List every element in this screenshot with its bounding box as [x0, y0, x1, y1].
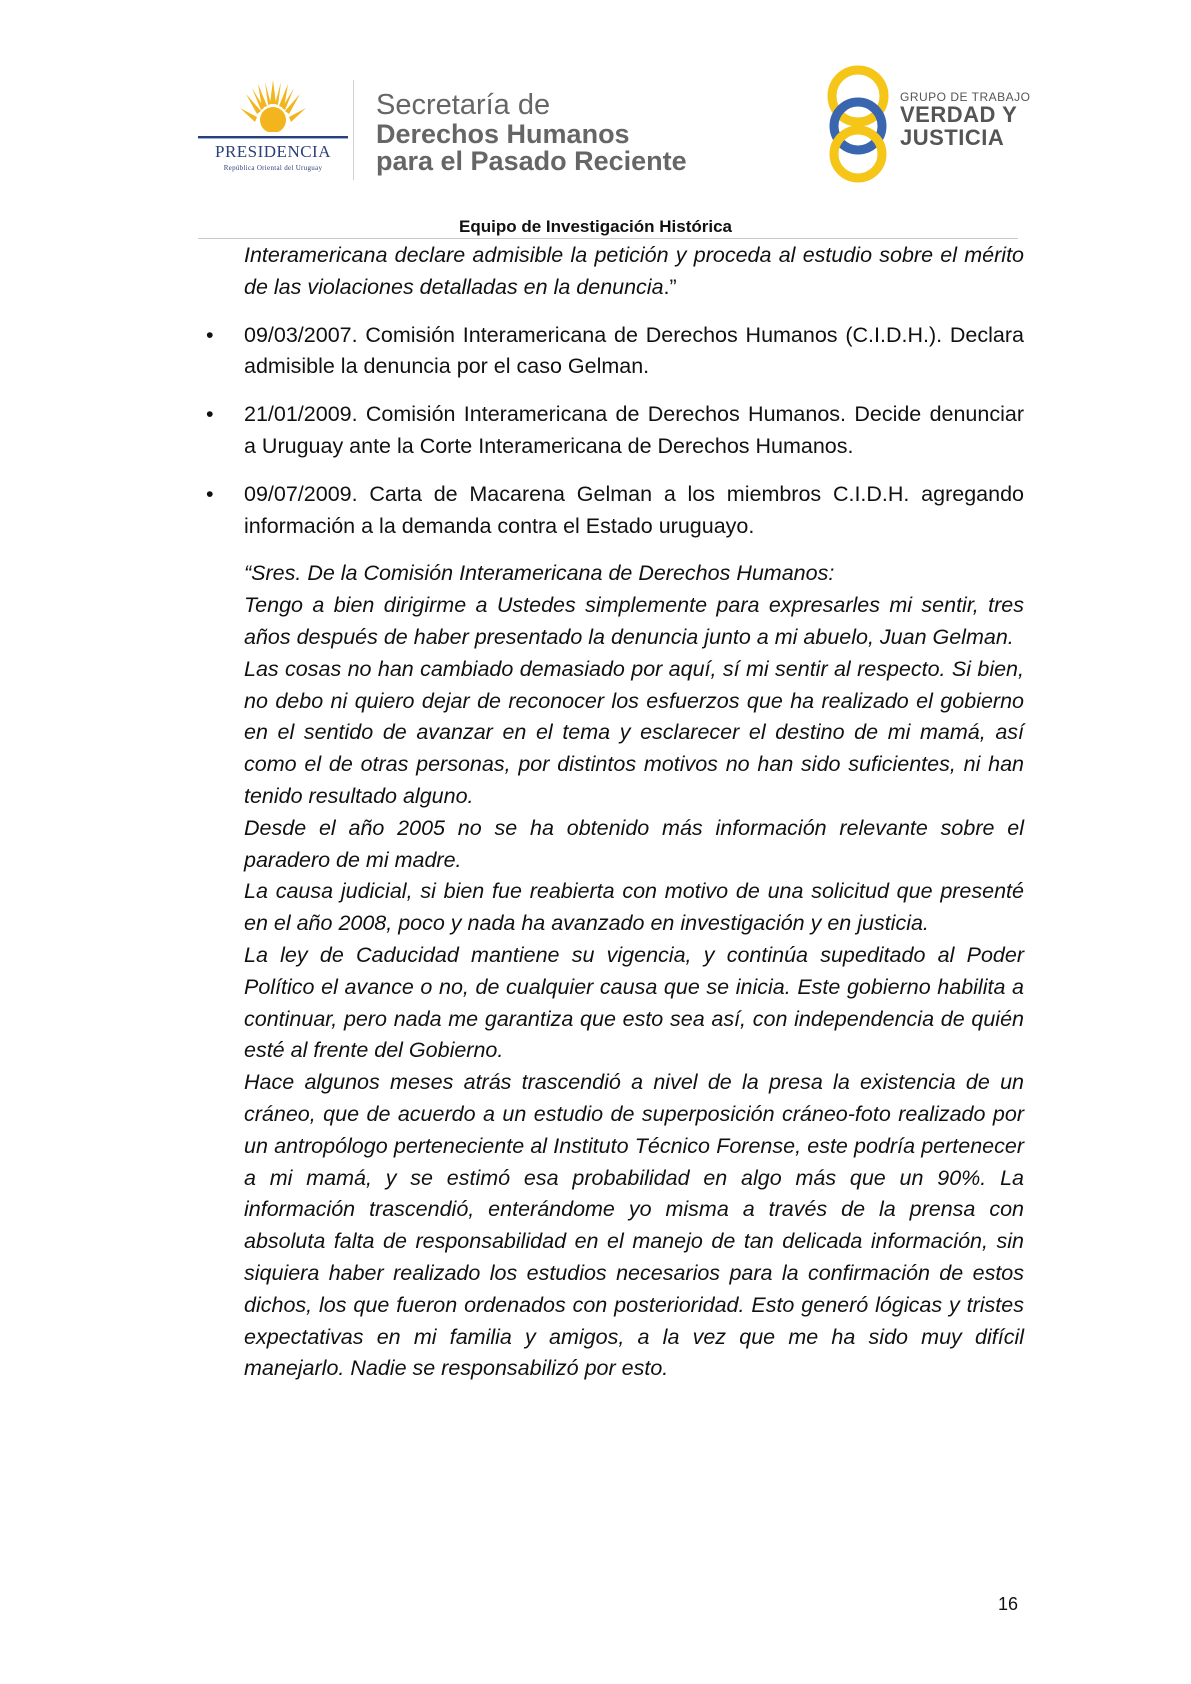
letter-paragraph: La ley de Caducidad mantiene su vigencia, y continúa supeditado al Poder Político el avance o no, de cualquier causa que se inicia. Este gobierno habilita a continuar, pero nada me garantiza que esto sea así, con independencia de quién esté al frente del Gobierno.: [244, 942, 1024, 1063]
secretaria-line-3: para el Pasado Reciente: [376, 146, 687, 176]
letter-paragraph: Tengo a bien dirigirme a Ustedes simplemente para expresarles mi sentir, tres años después de haber presentado la denuncia junto a mi abuelo, Juan Gelman.: [244, 593, 1024, 649]
secretaria-line-2: Derechos Humanos: [376, 119, 630, 149]
letter-paragraph: Desde el año 2005 no se ha obtenido más información relevante sobre el paradero de mi madre.: [244, 815, 1024, 872]
letter-paragraph: Las cosas no han cambiado demasiado por aquí, sí mi sentir al respecto. Si bien, no debo ni quiero dejar de reconocer los esfuerzos que ha realizado el gobierno en el sentido de avanzar en el tema y esclarecer el destino de mi mamá, así como el de otras personas, por distintos motivos no han sido suficientes, ni han tenido resultado alguno.: [244, 656, 1024, 808]
list-item-text: 09/03/2007. Comisión Interamericana de Derechos Humanos (C.I.D.H.). Declara admisible la denuncia por el caso Gelman.: [244, 322, 1024, 379]
letter-salutation: “Sres. De la Comisión Interamericana de Derechos Humanos:: [244, 561, 835, 586]
team-title: Equipo de Investigación Histórica: [459, 217, 732, 236]
verdad-justicia-line-1: GRUPO DE TRABAJO: [900, 90, 1031, 104]
header-rule: [198, 238, 1018, 239]
sun-icon: [240, 80, 306, 138]
intro-quote-closing: .”: [663, 274, 677, 299]
intro-quote-text: Interamericana declare admisible la petición y proceda al estudio sobre el mérito de las violaciones detalladas en la denuncia: [244, 243, 1024, 299]
presidencia-logo: [198, 80, 348, 180]
bullet-marker: •: [206, 481, 214, 506]
list-item: [206, 479, 1024, 543]
bullet-marker: •: [206, 322, 214, 347]
page-number: 16: [998, 1594, 1019, 1614]
letter-paragraph: La causa judicial, si bien fue reabierta con motivo de una solicitud que presenté en el año 2008, poco y nada ha avanzado en investigación y en justicia.: [244, 879, 1024, 936]
verdad-justicia-line-2: VERDAD Y: [900, 102, 1018, 127]
presidencia-stripes: [198, 136, 348, 139]
document-body: [206, 240, 1024, 1385]
rings-icon: [820, 56, 900, 186]
page-header: [0, 0, 1191, 240]
list-item-text: 09/07/2009. Carta de Macarena Gelman a los miembros C.I.D.H. agregando información a la demanda contra el Estado uruguayo.: [244, 481, 1024, 538]
presidencia-wordmark: PRESIDENCIA: [214, 142, 331, 161]
verdad-justicia-line-3: JUSTICIA: [900, 125, 1005, 150]
intro-quote: [244, 240, 1024, 304]
header-divider: [353, 80, 354, 180]
list-item: [206, 399, 1024, 463]
list-item-text: 21/01/2009. Comisión Interamericana de Derechos Humanos. Decide denunciar a Uruguay ante la Corte Interamericana de Derechos Humanos.: [244, 402, 1024, 458]
bullet-marker: •: [206, 402, 214, 427]
presidencia-subtitle: República Oriental del Uruguay: [223, 164, 323, 172]
list-item: [206, 320, 1024, 384]
letter-paragraph: Hace algunos meses atrás trascendió a nivel de la presa la existencia de un cráneo, que de acuerdo a un estudio de superposición cráneo-foto realizado por un antropólogo perteneciente al Instituto Técnico Forense, este podría pertenecer a mi mamá, y se estimó esa probabilidad en algo más que un 90%. La información trascendió, enterándome yo misma a través de la prensa con absoluta falta de responsabilidad en el manejo de tan delicada información, sin siquiera haber realizado los estudios necesarios para la confirmación de estos dichos, los que fueron ordenados con posterioridad. Esto generó lógicas y tristes expectativas en mi familia y amigos, a la vez que me ha sido muy difícil manejarlo. Nadie se responsabilizó por esto.: [244, 1070, 1024, 1381]
secretaria-logo-text: [376, 90, 716, 175]
secretaria-line-1: Secretaría de: [376, 89, 551, 121]
verdad-justicia-logo: [820, 56, 1040, 186]
